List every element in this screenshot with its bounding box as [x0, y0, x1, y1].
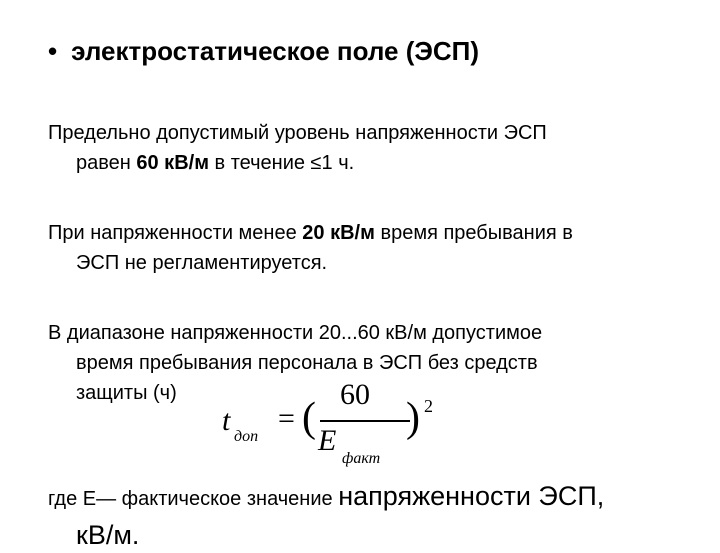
paragraph-line: время пребывания персонала в ЭСП без средств — [76, 352, 538, 374]
title-text: электростатическое поле (ЭСП) — [71, 36, 479, 66]
paragraph-line: кВ/м. — [76, 520, 140, 550]
formula — [218, 378, 448, 470]
text-run: время пребывания в — [374, 222, 573, 244]
fraction-bar — [320, 420, 410, 422]
formula-left-paren: ( — [302, 395, 316, 441]
paragraph-line — [48, 478, 604, 517]
paragraph-definition — [48, 478, 604, 553]
text-run: При напряженности менее — [48, 222, 303, 244]
paragraph-line: ЭСП не регламентируется. — [76, 252, 328, 274]
bullet: • — [48, 36, 58, 66]
paragraph-line: защиты (ч) — [76, 382, 177, 404]
paragraph-line: Предельно допустимый уровень напряженности ЭСП — [48, 122, 547, 144]
formula-numerator: 60 — [340, 378, 370, 411]
paragraph-max-level — [48, 118, 547, 178]
paragraph-line — [48, 148, 547, 178]
formula-denominator-subscript: факт — [342, 450, 381, 467]
formula-right-paren: ) — [406, 395, 420, 441]
bold-value: 20 кВ/м — [302, 222, 375, 244]
paragraph-line — [48, 218, 573, 248]
formula-lhs-subscript: доп — [234, 428, 259, 445]
slide-title — [48, 36, 479, 67]
formula-equals: = — [278, 402, 295, 435]
paragraph-line: В диапазоне напряженности 20...60 кВ/м допустимое — [48, 322, 543, 344]
formula-exponent: 2 — [424, 396, 433, 416]
formula-lhs: t — [222, 404, 231, 437]
text-run: равен — [76, 152, 137, 174]
formula-denominator: E — [318, 424, 337, 457]
bold-value: 60 кВ/м — [136, 152, 209, 174]
text-run: где Е— фактическое значение — [48, 488, 339, 510]
paragraph-min-level — [48, 218, 573, 278]
text-run: в течение ≤1 ч. — [208, 152, 355, 174]
text-run: напряженности ЭСП, — [338, 481, 605, 511]
